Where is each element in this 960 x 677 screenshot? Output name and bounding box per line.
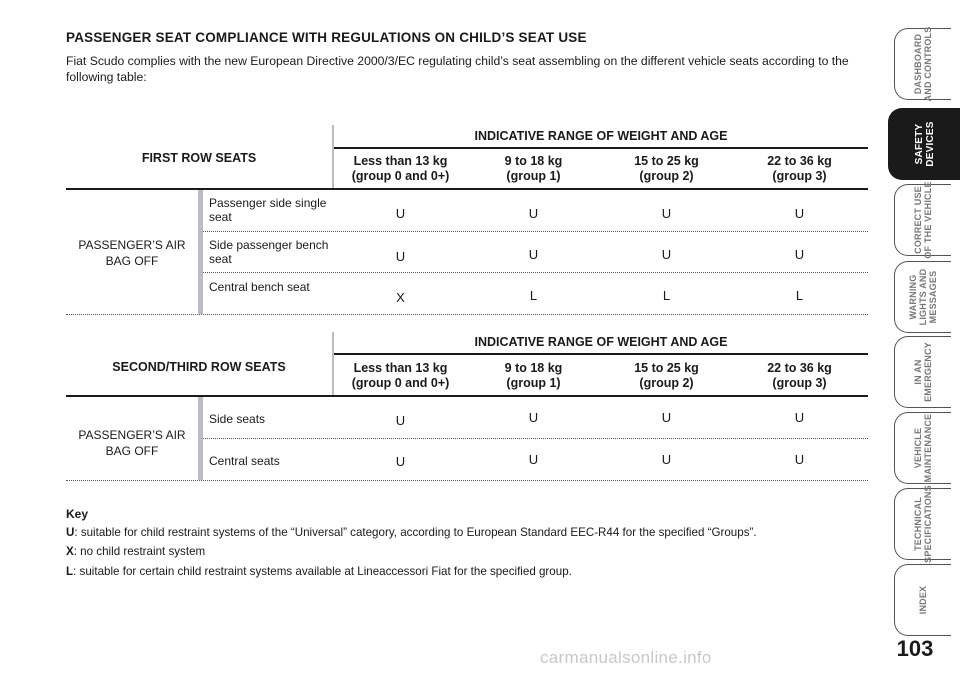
row-divider	[203, 438, 868, 439]
table-cell: U	[794, 247, 805, 262]
column-header: 9 to 18 kg (group 1)	[504, 361, 563, 390]
table-cell: X	[396, 290, 405, 305]
seat-label: Passenger side single seat	[209, 196, 327, 224]
range-rule	[334, 147, 868, 149]
tab-safety-devices[interactable]: SAFETY DEVICES	[888, 108, 960, 180]
row-divider	[203, 231, 868, 232]
seat-label: Side passenger bench seat	[209, 238, 329, 266]
column-header: Less than 13 kg (group 0 and 0+)	[351, 154, 450, 183]
tab-index[interactable]: INDEX	[894, 564, 951, 636]
table-left-header: FIRST ROW SEATS	[141, 151, 257, 165]
range-rule	[334, 353, 868, 355]
column-header: Less than 13 kg (group 0 and 0+)	[351, 361, 450, 390]
table-cell: U	[395, 413, 406, 428]
table-cell: U	[528, 247, 539, 262]
column-header: 9 to 18 kg (group 1)	[504, 154, 563, 183]
tab-dashboard-and-controls[interactable]: DASHBOARD AND CONTROLS	[894, 28, 951, 100]
seat-label: Side seats	[209, 412, 266, 426]
header-rule	[66, 395, 868, 397]
page-number: 103	[896, 636, 934, 661]
column-header: 15 to 25 kg (group 2)	[634, 361, 699, 390]
table-cell: U	[661, 410, 672, 425]
table-cell: U	[528, 206, 539, 221]
column-header: 22 to 36 kg (group 3)	[767, 361, 832, 390]
intro-paragraph: Fiat Scudo complies with the new European Directive 2000/3/EC regulating child’s seat assembling on the different vehicle seats according to the following table:	[66, 54, 849, 84]
airbag-group-label: PASSENGER’S AIR BAG OFF	[78, 428, 186, 458]
table-cell: U	[794, 206, 805, 221]
watermark: carmanualsonline.info	[540, 648, 712, 667]
table-cell: L	[662, 288, 671, 303]
table-cell: L	[529, 288, 538, 303]
page-title: PASSENGER SEAT COMPLIANCE WITH REGULATIONS ON CHILD’S SEAT USE	[66, 30, 587, 45]
key-item: X: no child restraint system	[66, 545, 206, 558]
header-rule	[66, 188, 868, 190]
range-title: INDICATIVE RANGE OF WEIGHT AND AGE	[474, 129, 728, 143]
key-item: U: suitable for child restraint systems of the “Universal” category, according to European Standard EEC-R44 for the specified “Groups”.	[66, 526, 757, 539]
table-cell: U	[661, 452, 672, 467]
tab-vehicle-maintenance[interactable]: VEHICLE MAINTENANCE	[894, 412, 951, 484]
table-cell: U	[528, 410, 539, 425]
airbag-group-label: PASSENGER’S AIR BAG OFF	[78, 238, 186, 268]
table-left-header: SECOND/THIRD ROW SEATS	[112, 360, 286, 374]
tab-technical-specifications[interactable]: TECHNICAL SPECIFICATIONS	[894, 488, 951, 560]
table-cell: U	[528, 452, 539, 467]
table-bottom-rule	[66, 314, 868, 315]
group-bar	[198, 190, 203, 314]
table-bottom-rule	[66, 480, 868, 481]
seat-label: Central seats	[209, 454, 280, 468]
seat-label: Central bench seat	[209, 280, 310, 294]
table-cell: U	[395, 206, 406, 221]
table-cell: U	[794, 410, 805, 425]
table-cell: U	[661, 206, 672, 221]
tab-correct-use-of-the-vehicle[interactable]: CORRECT USE OF THE VEHICLE	[894, 184, 951, 256]
table-cell: U	[661, 247, 672, 262]
range-title: INDICATIVE RANGE OF WEIGHT AND AGE	[474, 335, 728, 349]
tab-warning-lights-and-messages[interactable]: WARNING LIGHTS AND MESSAGES	[894, 261, 951, 333]
column-header: 15 to 25 kg (group 2)	[634, 154, 699, 183]
row-divider	[203, 272, 868, 273]
table-cell: U	[794, 452, 805, 467]
tab-in-an-emergency[interactable]: IN AN EMERGENCY	[894, 336, 951, 408]
key-title: Key	[66, 507, 89, 521]
table-cell: L	[795, 288, 804, 303]
column-header: 22 to 36 kg (group 3)	[767, 154, 832, 183]
table-cell: U	[395, 249, 406, 264]
table-cell: U	[395, 454, 406, 469]
key-item: L: suitable for certain child restraint systems available at Lineaccessori Fiat for the specified group.	[66, 565, 572, 578]
